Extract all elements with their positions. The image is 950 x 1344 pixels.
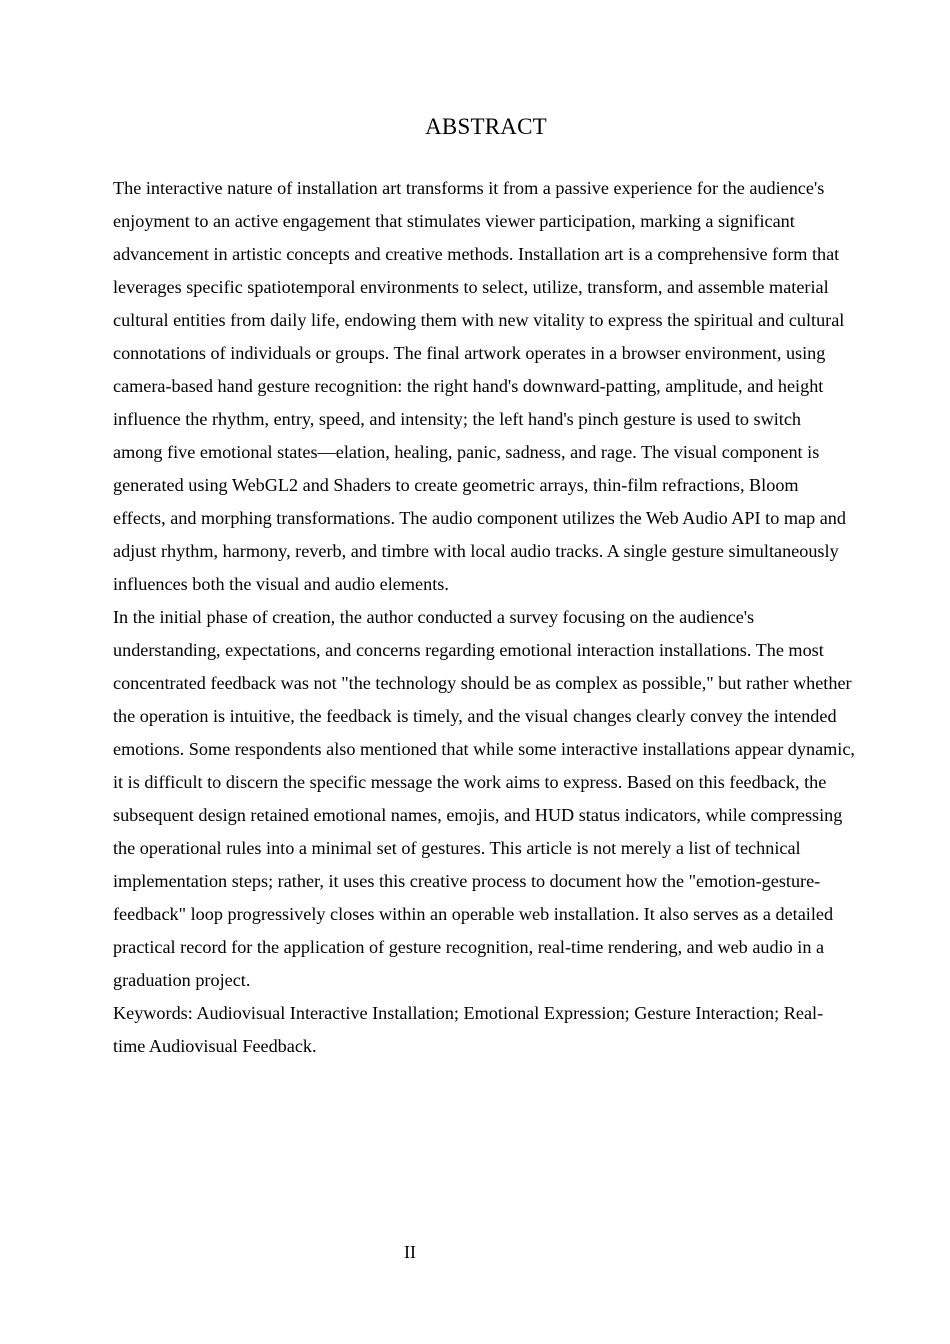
abstract-paragraph-2: In the initial phase of creation, the author conducted a survey focusing on the audience's understanding, expectations, and concerns regarding emotional interaction installations. The most concentrated feedback was not "the technology should be as complex as possible," but rather whether the operation is intuitive, the feedback is timely, and the visual changes clearly convey the intended emotions. Some respondents also mentioned that while some interactive installations appear dynamic, it is difficult to discern the specific message the work aims to express. Based on this feedback, the subsequent design retained emotional names, emojis, and HUD status indicators, while compressing the operational rules into a minimal set of gestures. This article is not merely a list of technical implementation steps; rather, it uses this creative process to document how the "emotion-gesture-feedback" loop progressively closes within an operable web installation. It also serves as a detailed practical record for the application of gesture recognition, real-time rendering, and web audio in a graduation project. xyxy=(113,607,855,990)
page-number: II xyxy=(404,1242,416,1262)
abstract-body xyxy=(113,172,855,1063)
keywords-paragraph: Keywords: Audiovisual Interactive Installation; Emotional Expression; Gesture Interaction; Real-time Audiovisual Feedback. xyxy=(113,1003,824,1056)
abstract-paragraph-1: The interactive nature of installation art transforms it from a passive experience for the audience's enjoyment to an active engagement that stimulates viewer participation, marking a significant advancement in artistic concepts and creative methods. Installation art is a comprehensive form that leverages specific spatiotemporal environments to select, utilize, transform, and assemble material cultural entities from daily life, endowing them with new vitality to express the spiritual and cultural connotations of individuals or groups. The final artwork operates in a browser environment, using camera-based hand gesture recognition: the right hand's downward-patting, amplitude, and height influence the rhythm, entry, speed, and intensity; the left hand's pinch gesture is used to switch among five emotional states—elation, healing, panic, sadness, and rage. The visual component is generated using WebGL2 and Shaders to create geometric arrays, thin-film refractions, Bloom effects, and morphing transformations. The audio component utilizes the Web Audio API to map and adjust rhythm, harmony, reverb, and timbre with local audio tracks. A single gesture simultaneously influences both the visual and audio elements. xyxy=(113,178,846,594)
page-title: ABSTRACT xyxy=(425,114,547,139)
